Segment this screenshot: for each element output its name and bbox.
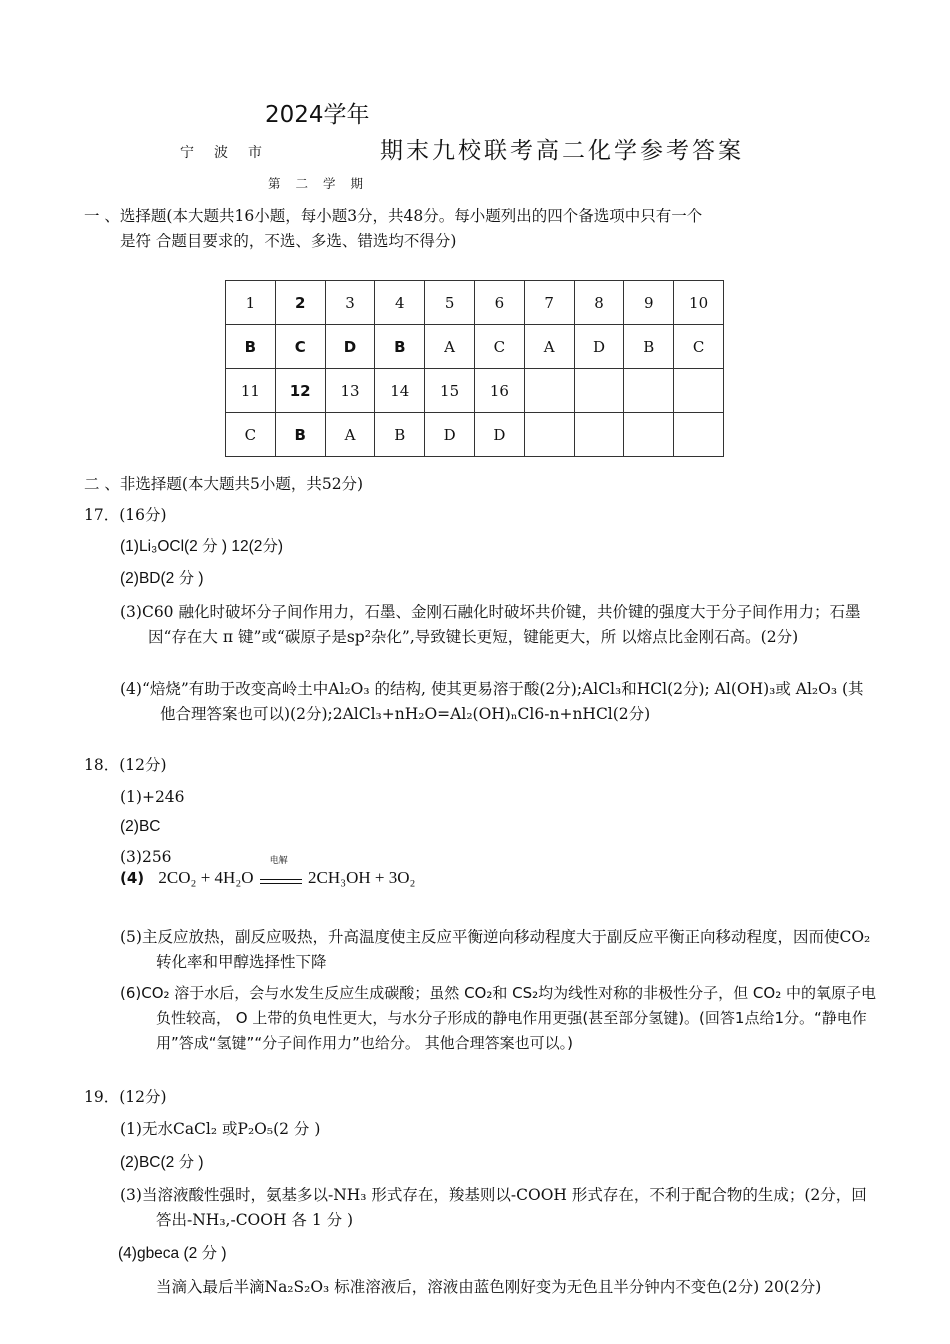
equation-rhs: 2CH₃OH + 3O₂ [308, 868, 416, 887]
answer-table [225, 280, 724, 457]
answer-table-cell: D [574, 325, 624, 369]
answer-table-cell [674, 369, 724, 413]
answer-table-cell: 2 [275, 281, 325, 325]
equation-arrow [260, 855, 302, 889]
answer-table-cell: 10 [674, 281, 724, 325]
answer-table-cell: 11 [226, 369, 276, 413]
answer-table-cell: C [474, 325, 524, 369]
answer-table-cell: B [375, 413, 425, 457]
q18-part2: (2)BC [120, 818, 161, 835]
q19-part5: 当滴入最后半滴Na₂S₂O₃ 标准溶液后，溶液由蓝色刚好变为无色且半分钟内不变色(2分) 20(2分) [156, 1278, 822, 1296]
answer-table-cell [574, 413, 624, 457]
q19-part4: (4)gbeca (2 分 ) [118, 1245, 227, 1262]
answer-table-cell: 6 [474, 281, 524, 325]
answer-table-cell: B [375, 325, 425, 369]
q18-part3: (3)256 [120, 848, 172, 866]
section1-heading [84, 204, 702, 254]
answer-table-cell: 13 [325, 369, 375, 413]
answer-table-cell: 9 [624, 281, 674, 325]
answer-table-row [226, 281, 724, 325]
answer-table-cell: D [474, 413, 524, 457]
answer-table-cell: A [425, 325, 475, 369]
q19-part3: (3)当溶液酸性强时，氨基多以-NH₃ 形式存在，羧基则以-COOH 形式存在，不利于配合物的生成；(2分，回答出-NH₃,-COOH 各 1 分 ) [120, 1186, 867, 1229]
answer-table-row [226, 413, 724, 457]
answer-table-cell [624, 369, 674, 413]
section2-heading: 二 、非选择题(本大题共5小题，共52分) [84, 475, 364, 493]
q17-part3: (3)C60 融化时破坏分子间作用力，石墨、金刚石融化时破坏共价键，共价键的强度大于分子间作用力；石墨因“存在大 π 键”或“碳原子是sp²杂化”,导致键长更短，键能更大，所 以熔点比金刚石高。(2分) [120, 603, 861, 646]
answer-table-cell: D [425, 413, 475, 457]
answer-table-cell: C [226, 413, 276, 457]
answer-table-cell: D [325, 325, 375, 369]
q17-part1: (1)Li₃OCl(2 分 ) 12(2分) [120, 538, 284, 555]
answer-table-cell [624, 413, 674, 457]
equation-condition: 电解 [269, 855, 288, 866]
equation-lhs: 2CO₂ + 4H₂O [158, 868, 254, 887]
answer-table-cell [524, 369, 574, 413]
answer-table-cell: C [275, 325, 325, 369]
answer-table-cell: 3 [325, 281, 375, 325]
answer-table-cell: A [524, 325, 574, 369]
q17-heading: 17．(16分) [84, 506, 167, 524]
q19-part1: (1)无水CaCl₂ 或P₂O₅(2 分 ) [120, 1120, 321, 1138]
answer-table-row [226, 325, 724, 369]
term-label: 第二学期 [268, 176, 379, 191]
q18-heading: 18．(12分) [84, 756, 167, 774]
answer-table-cell: 12 [275, 369, 325, 413]
answer-table-cell: A [325, 413, 375, 457]
answer-table-cell: B [275, 413, 325, 457]
q19-part2: (2)BC(2 分 ) [120, 1154, 204, 1171]
answer-table-cell: 8 [574, 281, 624, 325]
q18-part1: (1)+246 [120, 788, 185, 806]
answer-table-cell [524, 413, 574, 457]
q18-part5: (5)主反应放热，副反应吸热，升高温度使主反应平衡逆向移动程度大于副反应平衡正向移动程度，因而使CO₂ 转化率和甲醇选择性下降 [120, 928, 871, 971]
answer-table-cell: B [226, 325, 276, 369]
answer-table-cell: 14 [375, 369, 425, 413]
city-label: 宁波市 [180, 145, 282, 161]
section1-heading-line1: 一 、选择题(本大题共16小题，每小题3分，共48分。每小题列出的四个备选项中只有一个 [84, 207, 703, 225]
answer-table-cell: 5 [425, 281, 475, 325]
answer-table-cell: 1 [226, 281, 276, 325]
answer-table-cell: 15 [425, 369, 475, 413]
answer-table-cell: 4 [375, 281, 425, 325]
answer-table-cell [574, 369, 624, 413]
q18-part6: (6)CO₂ 溶于水后，会与水发生反应生成碳酸；虽然 CO₂和 CS₂均为线性对称的非极性分子，但 CO₂ 中的氧原子电负性较高， O 上带的负电性更大，与水分子形成的静电作用更强(甚至部分氢键)。(回答1点给1分。“静电作用”答成“氢键”“分子间作用力”也给分。 其他合理答案也可以。) [120, 984, 876, 1052]
q17-part4: (4)“焙烧”有助于改变高岭土中Al₂O₃ 的结构, 使其更易溶于酸(2分);AlCl₃和HCl(2分); Al(OH)₃或 Al₂O₃ (其他合理答案也可以)(2分);2AlCl₃+nH₂O=Al₂(OH)ₙCl6-n+nHCl(2分) [120, 680, 864, 723]
answer-table-cell: B [624, 325, 674, 369]
answer-table-cell: 7 [524, 281, 574, 325]
year-label: 2024学年 [265, 102, 370, 128]
q17-part2: (2)BD(2 分 ) [120, 570, 204, 587]
answer-table-row [226, 369, 724, 413]
answer-table-cell [674, 413, 724, 457]
q18-part4-label: (4) [120, 869, 145, 887]
document-title: 期末九校联考高二化学参考答案 [380, 138, 744, 164]
q19-heading: 19．(12分) [84, 1088, 167, 1106]
answer-table-cell: C [674, 325, 724, 369]
section1-heading-line2: 是符 合题目要求的，不选、多选、错选均不得分) [120, 232, 457, 250]
answer-table-cell: 16 [474, 369, 524, 413]
